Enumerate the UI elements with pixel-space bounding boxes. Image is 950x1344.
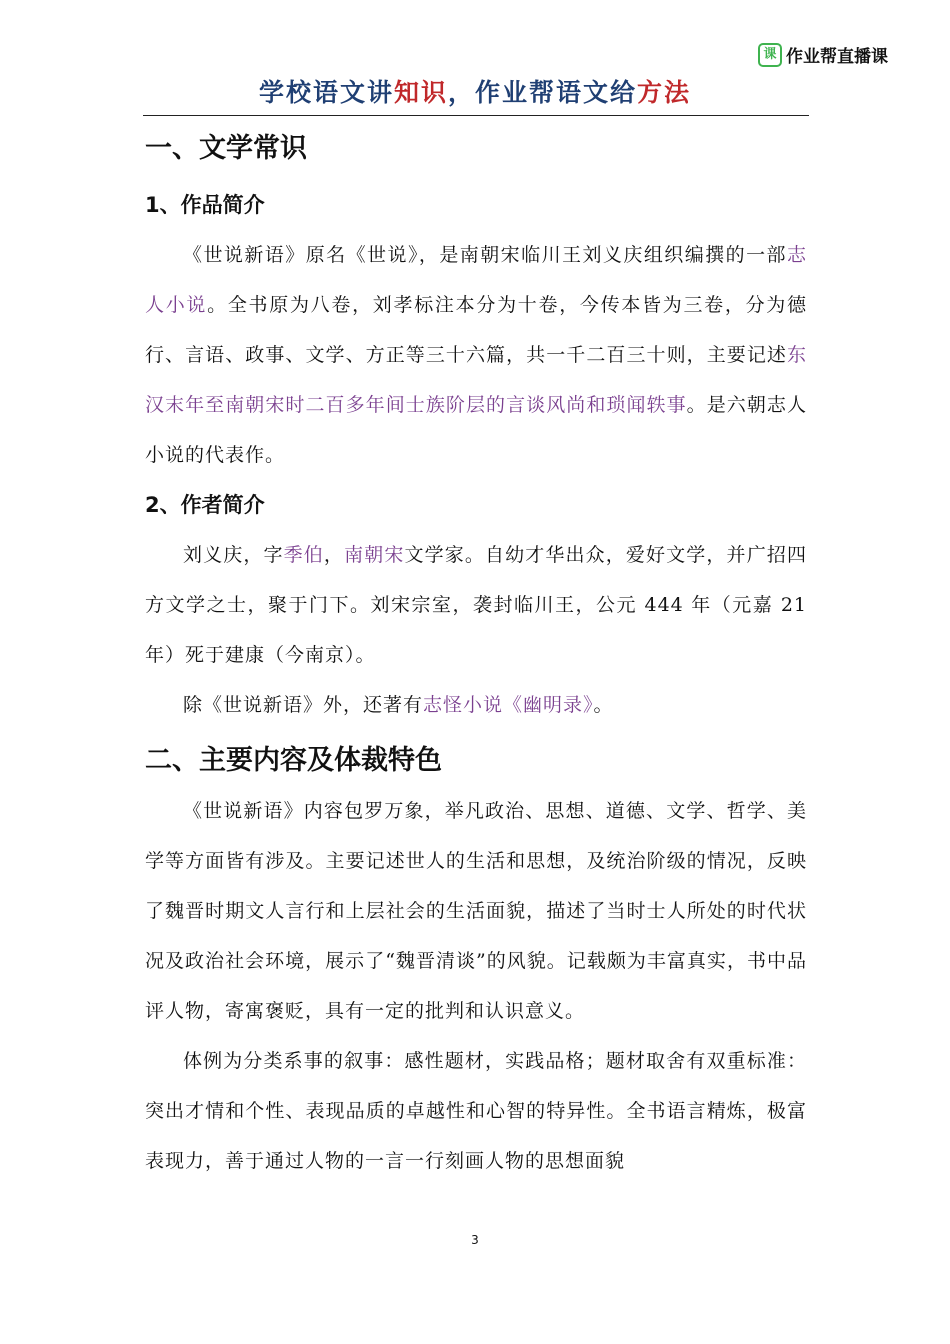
brand-logo: [758, 42, 888, 67]
text-run: 。全书原为八卷，刘孝标注本分为十卷，今传本皆为三卷，分为德行、言语、政事、文学、方正等三十六篇，共一千二百三十则，主要记述: [145, 294, 807, 366]
text-run: 文学家。自幼才华出众，爱好文学，并广招四方文学之士，聚于门下。刘宋宗室，袭封临川王，公元 444 年（元嘉 21 年）死于建康（今南京）。: [145, 544, 807, 666]
text-run: 。: [593, 694, 614, 716]
highlight-text: 东汉末年至南朝宋时二百多年间士族阶层的言谈风尚和琐闻轶事: [145, 344, 807, 416]
section-heading-literature: 一、文学常识: [145, 133, 307, 164]
slogan-part: ，作业帮语文给: [448, 78, 638, 107]
brand-name: 作业帮直播课: [786, 47, 888, 67]
highlight-text: 季伯: [283, 544, 324, 566]
paragraph-author-works: [145, 680, 807, 730]
header-slogan: [0, 73, 950, 109]
highlight-text: 志怪小说《幽明录》: [423, 694, 594, 716]
highlight-text: 南朝宋: [344, 544, 405, 566]
text-run: 。是六朝志人小说的代表作。: [145, 394, 807, 466]
paragraph-author-intro: [145, 530, 807, 680]
header-divider: [143, 115, 809, 116]
highlight-text: 志人小说: [145, 244, 807, 316]
slogan-accent: 知识: [393, 78, 448, 107]
document-body: [145, 124, 807, 1186]
text-run: ，: [323, 544, 345, 566]
text-run: 刘义庆，字: [183, 544, 284, 566]
slogan-part: 学校语文讲: [258, 78, 394, 107]
text-run: 《世说新语》原名《世说》，是南朝宋临川王刘义庆组织编撰的一部: [183, 244, 787, 266]
page-number: 3: [471, 1233, 479, 1247]
text-run: 除《世说新语》外，还著有: [183, 694, 424, 716]
paragraph-content: 《世说新语》内容包罗万象，举凡政治、思想、道德、文学、哲学、美学等方面皆有涉及。主要记述世人的生活和思想，及统治阶级的情况，反映了魏晋时期文人言行和上层社会的生活面貌，描述了当时士人所处的时代状况及政治社会环境，展示了“魏晋清谈”的风貌。记载颇为丰富真实，书中品评人物，寄寓褒贬，具有一定的批判和认识意义。: [145, 800, 807, 1022]
slogan-accent: 方法: [637, 78, 692, 107]
subheading-work-intro: 1、作品简介: [145, 193, 265, 217]
paragraph-style: 体例为分类系事的叙事：感性题材，实践品格；题材取舍有双重标准：突出才情和个性、表现品质的卓越性和心智的特异性。全书语言精炼，极富表现力，善于通过人物的一言一行刻画人物的思想面貌: [145, 1050, 807, 1172]
section-heading-content: 二、主要内容及体裁特色: [145, 745, 442, 776]
subheading-author-intro: 2、作者简介: [145, 493, 265, 517]
course-icon: 课: [758, 43, 782, 67]
paragraph-work-intro: [145, 230, 807, 480]
